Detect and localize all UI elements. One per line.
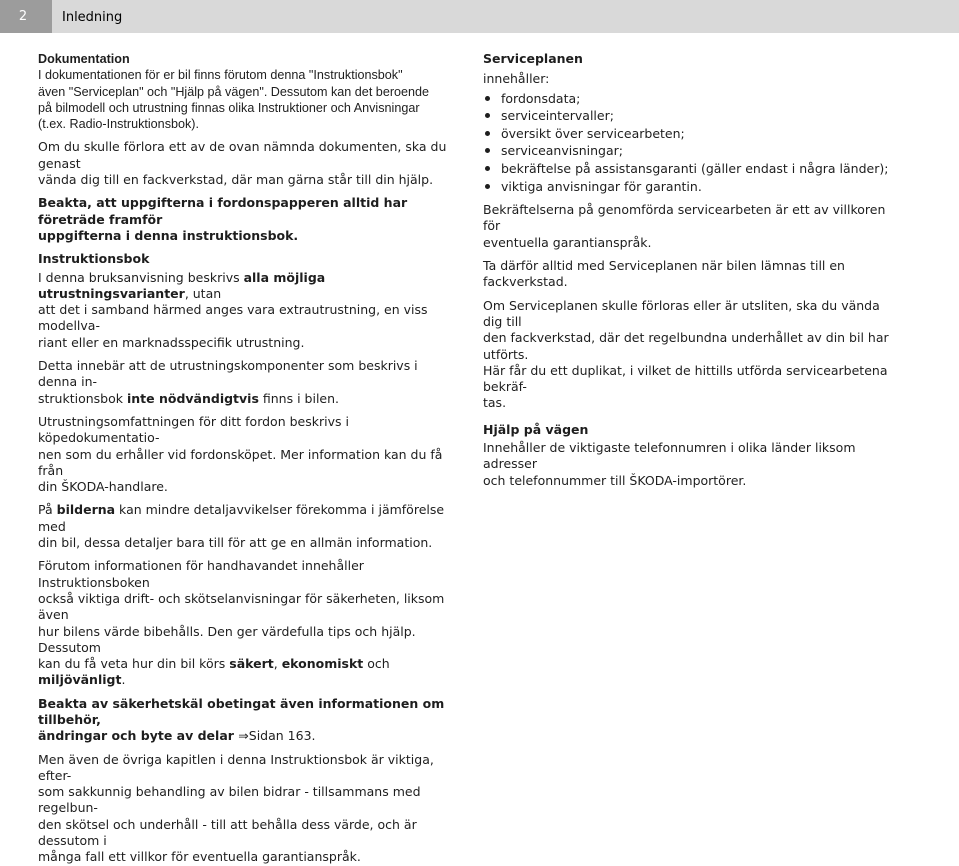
text-line: den fackverkstad, där det regelbundna underhållet av din bil har utförts. (483, 330, 889, 362)
instruktionsbok-paragraph-3 (38, 414, 458, 495)
list-item: serviceanvisningar; (483, 142, 903, 160)
bold-text: ekonomiskt (281, 656, 364, 672)
chapter-title: Inledning (62, 10, 123, 25)
list-item: bekräftelse på assistansgaranti (gäller endast i några länder); (483, 160, 903, 178)
text-line: Detta innebär att de utrustningskomponenter som beskrivs i denna in- (38, 358, 418, 390)
instruktionsbok-paragraph-4 (38, 502, 458, 551)
text-line: Beakta, att uppgifterna i fordonspapperen alltid har företräde framför (38, 195, 408, 227)
serviceplanen-paragraph-2 (483, 258, 903, 291)
bold-text: säkert (229, 656, 274, 672)
text-line: Bekräftelserna på genomförda servicearbeten är ett av villkoren för (483, 202, 886, 234)
right-column (483, 50, 903, 489)
text-span: På (38, 502, 57, 518)
serviceplanen-list (483, 90, 903, 196)
text-line: Ta därför alltid med Serviceplanen när bilen lämnas till en fackverkstad. (483, 258, 845, 290)
text-span: struktionsbok (38, 390, 127, 406)
text-line: din ŠKODA-handlare. (38, 479, 168, 495)
dokumentation-paragraph-2 (38, 139, 458, 188)
text-line: den skötsel och underhåll - till att behålla dess värde, och är dessutom i (38, 816, 417, 849)
bold-text: inte nödvändigtvis (126, 390, 259, 406)
text-line: även "Serviceplan" och "Hjälp på vägen". Dessutom kan det beroende (38, 84, 430, 99)
text-line: och telefonnummer till ŠKODA-importörer. (483, 472, 747, 488)
text-line: också viktiga drift- och skötselanvisningar för säkerheten, liksom även (38, 590, 445, 623)
text-span: ändringar och byte av delar (38, 728, 239, 744)
instruktionsbok-heading: Instruktionsbok (38, 251, 150, 267)
text-line: (t.ex. Radio-Instruktionsbok). (38, 117, 199, 132)
instruktionsbok-safety-note (38, 696, 458, 745)
hjalp-pa-vagen-paragraph (483, 440, 903, 489)
list-item: fordonsdata; (483, 90, 903, 108)
page-number: 2 (0, 0, 52, 33)
text-line: tas. (483, 395, 507, 411)
arrow-icon: ⇒ (238, 728, 249, 744)
page-header (0, 0, 959, 33)
text-line: Om du skulle förlora ett av de ovan nämnda dokumenten, ska du genast (38, 139, 447, 171)
instruktionsbok-paragraph-2 (38, 358, 458, 407)
dokumentation-heading: Dokumentation (38, 52, 130, 66)
text-line: Utrustningsomfattningen för ditt fordon beskrivs i köpedokumentatio- (38, 413, 349, 446)
instruktionsbok-paragraph-7 (38, 752, 458, 866)
text-line: hur bilens värde bibehålls. Den ger värdefulla tips och hjälp. Dessutom (38, 623, 416, 655)
text-span: , utan (184, 285, 222, 301)
hjalp-pa-vagen-heading: Hjälp på vägen (483, 421, 589, 437)
instruktionsbok-paragraph-1 (38, 270, 458, 351)
dokumentation-paragraph-1 (38, 67, 458, 132)
text-line: Förutom informationen för handhavandet innehåller Instruktionsboken (38, 558, 364, 590)
text-line: Innehåller de viktigaste telefonnumren i olika länder liksom adresser (483, 440, 856, 472)
text-line: uppgifterna i denna instruktionsbok. (38, 227, 299, 243)
text-line: nen som du erhåller vid fordonsköpet. Mer information kan du få från (38, 446, 443, 478)
serviceplanen-heading: Serviceplanen (483, 51, 583, 66)
list-item: översikt över servicearbeten; (483, 125, 903, 143)
bold-text: miljövänligt (38, 672, 122, 688)
text-span: , (273, 656, 282, 672)
serviceplanen-paragraph-3 (483, 298, 903, 412)
text-line: Men även de övriga kapitlen i denna Instruktionsbok är viktiga, efter- (38, 751, 434, 783)
text-line: din bil, dessa detaljer bara till för att ge en allmän information. (38, 535, 433, 551)
text-line: Beakta av säkerhetskäl obetingat även informationen om tillbehör, (38, 695, 445, 727)
instruktionsbok-paragraph-5 (38, 558, 458, 688)
text-line: eventuella garantianspråk. (483, 234, 652, 250)
dokumentation-note (38, 195, 458, 244)
text-span: finns i bilen. (258, 390, 339, 406)
text-line: Här får du ett duplikat, i vilket de hittills utförda servicearbetena bekräf- (483, 362, 888, 395)
text-span: och (363, 656, 390, 672)
list-item: serviceintervaller; (483, 107, 903, 125)
text-line: som sakkunnig behandling av bilen bidrar - tillsammans med regelbun- (38, 784, 421, 816)
serviceplanen-paragraph-1 (483, 202, 903, 251)
text-line: många fall ett villkor för eventuella garantianspråk. (38, 849, 361, 865)
bold-text: alla möjliga utrustningsvarianter (38, 269, 326, 301)
text-span: I denna bruksanvisning beskrivs (38, 269, 244, 285)
text-line: Om Serviceplanen skulle förloras eller är utsliten, ska du vända dig till (483, 297, 880, 329)
header-bar (52, 0, 959, 33)
text-line: vända dig till en fackverkstad, där man gärna står till din hjälp. (38, 172, 434, 188)
text-line: att det i samband härmed anges vara extrautrustning, en viss modellva- (38, 302, 428, 334)
left-column (38, 50, 458, 866)
bold-text: bilderna (56, 502, 116, 518)
text-line: riant eller en marknadsspecifik utrustning. (38, 334, 305, 350)
text-span: kan du få veta hur din bil körs (38, 656, 230, 672)
text-span: . (121, 672, 126, 688)
page-reference-link[interactable]: Sidan 163. (248, 728, 316, 744)
text-line: I dokumentationen för er bil finns förutom denna "Instruktionsbok" (38, 68, 403, 83)
serviceplanen-intro: innehåller: (483, 71, 550, 87)
text-line: på bilmodell och utrustning finnas olika Instruktioner och Anvisningar (38, 100, 420, 115)
text-span: kan mindre detaljavvikelser förekomma i jämförelse med (38, 502, 445, 534)
list-item: viktiga anvisningar för garantin. (483, 178, 903, 196)
